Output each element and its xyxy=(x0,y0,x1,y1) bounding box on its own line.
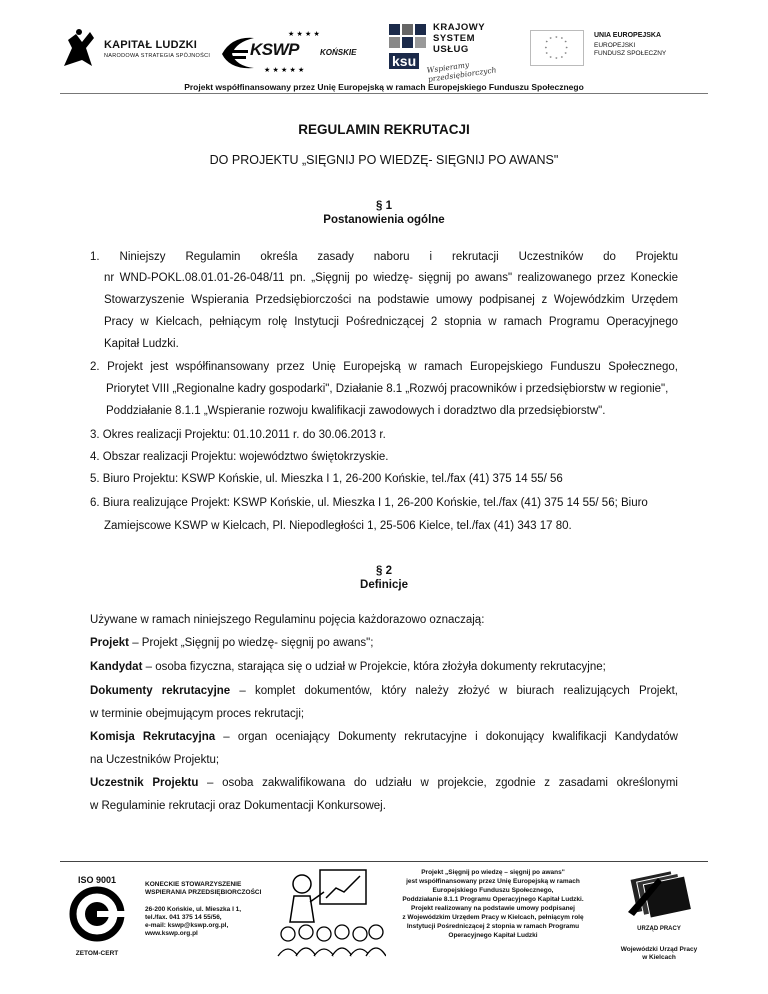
info-line: Instytucji Pośredniczącej 2 stopnia w ramach Programu xyxy=(406,923,580,930)
definition-continuation: w terminie obejmującym proces rekrutacji; xyxy=(90,708,305,720)
definition-dokumenty xyxy=(90,685,678,697)
definition-uczestnik xyxy=(90,777,678,789)
s1-line: 6. Biura realizujące Projekt: KSWP Końskie, ul. Mieszka I 1, 26-200 Końskie, tel./fax (41) 375 14 55/ 56; Biuro xyxy=(90,497,648,509)
urzad-pracy-logo xyxy=(618,866,700,966)
s1-line: 1. Niniejszy Regulamin określa zasady naboru i rekrutacji Uczestników do Projektu xyxy=(90,251,678,263)
section-2-number: § 2 xyxy=(376,565,392,577)
ksu-line3: USŁUG xyxy=(433,44,469,55)
eu-flag-icon xyxy=(530,30,584,66)
kapital-ludzki-emblem-icon xyxy=(60,26,98,72)
definition-kandydat xyxy=(90,661,606,673)
s1-line: Priorytet VIII „Regionalne kadry gospodarki", Działanie 8.1 „Rozwój pracowników i przedsiębiorstw w regionie", xyxy=(106,383,669,395)
info-line: jest współfinansowany przez Unię Europejską w ramach xyxy=(406,878,580,885)
info-line: Projekt „Sięgnij po wiedzę – sięgnij po awans" xyxy=(421,869,565,876)
zetom-cert-emblem-icon xyxy=(68,885,126,943)
iso-label: ISO 9001 xyxy=(77,875,117,885)
svg-text:*: * xyxy=(549,37,552,43)
kapital-ludzki-logo xyxy=(60,26,210,72)
info-line: Projekt realizowany na podstawie umowy podpisanej xyxy=(411,905,575,912)
urzad-pracy-name xyxy=(618,946,700,962)
urzad-pracy-label: URZĄD PRACY xyxy=(637,926,681,932)
cert-label: ZETOM-CERT xyxy=(75,950,119,957)
address-line: tel./fax. 041 375 14 55/56, xyxy=(145,914,222,921)
section-1-number: § 1 xyxy=(376,200,392,212)
definition-text: – organ oceniający Dokumenty rekrutacyjne i dokonujący kwalifikacji Kandydatów xyxy=(215,731,678,743)
ksu-script: Wspieramy przedsiębiorczych xyxy=(426,60,497,84)
ksu-grid-icon xyxy=(389,24,429,54)
info-line: Europejskiego Funduszu Społecznego, xyxy=(432,887,554,894)
training-cartoon-icon xyxy=(276,866,386,958)
footer-organization xyxy=(145,881,261,897)
footer-address xyxy=(145,906,241,938)
svg-text:*: * xyxy=(545,41,549,47)
s1-line: Pracy w Kielcach, pełniącym rolę Instytucji Pośredniczącej 2 stopnia w ramach Programu Operacyjnego xyxy=(104,316,678,328)
header-divider xyxy=(60,93,708,94)
page-title: REGULAMIN REKRUTACJI xyxy=(298,122,470,137)
definition-text: – osoba zakwalifikowana do udziału w projekcie, zgodnie z zasadami określonymi xyxy=(198,777,678,789)
definition-continuation: na Uczestników Projektu; xyxy=(90,754,220,766)
svg-text:★ ★ ★ ★: ★ ★ ★ ★ xyxy=(288,30,320,38)
svg-text:*: * xyxy=(564,52,567,58)
s1-line: Poddziałanie 8.1.1 „Wspieranie rozwoju kwalifikacji zawodowych i doradztwo dla przedsiębiorstw". xyxy=(106,405,606,417)
org-line: KONECKIE STOWARZYSZENIE xyxy=(145,881,242,888)
kapital-ludzki-name: KAPITAŁ LUDZKI xyxy=(104,39,198,51)
eu-line1: UNIA EUROPEJSKA xyxy=(594,32,662,39)
ksu-line2: SYSTEM xyxy=(433,33,476,44)
s1-line: 2. Projekt jest współfinansowany przez Unię Europejską w ramach Europejskiego Funduszu Społecznego, xyxy=(90,361,678,373)
definition-projekt xyxy=(90,637,373,649)
up-line: w Kielcach xyxy=(642,954,676,961)
svg-text:*: * xyxy=(549,56,552,62)
ksu-line1: KRAJOWY xyxy=(433,22,486,33)
svg-text:*: * xyxy=(564,41,567,47)
footer-divider xyxy=(60,861,708,862)
definition-continuation: w Regulaminie rekrutacji oraz Dokumentacji Konkursowej. xyxy=(90,800,386,812)
s1-line: 4. Obszar realizacji Projektu: województwo świętokrzyskie. xyxy=(90,451,389,463)
definition-term: Dokumenty rekrutacyjne xyxy=(90,685,231,697)
ksu-logo xyxy=(387,22,512,84)
definition-term: Komisja Rekrutacyjna xyxy=(90,731,216,743)
s1-line: 3. Okres realizacji Projektu: 01.10.2011 r. do 30.06.2013 r. xyxy=(90,429,386,441)
svg-text:*: * xyxy=(555,36,558,42)
kswp-town: KOŃSKIE xyxy=(320,48,357,57)
eu-logo xyxy=(528,30,700,70)
info-line: Operacyjnego Kapitał Ludzki xyxy=(448,932,538,939)
svg-text:*: * xyxy=(565,46,568,52)
address-line: e-mail: kswp@kswp.org.pl, xyxy=(145,922,229,929)
definition-term: Uczestnik Projektu xyxy=(90,777,199,789)
definition-komisja xyxy=(90,731,678,743)
definition-text: – osoba fizyczna, starająca się o udział w Projekcie, która złożyła dokumenty rekrutacyjne; xyxy=(142,661,606,673)
svg-text:*: * xyxy=(560,56,564,62)
iso-logo xyxy=(68,875,126,967)
s1-line: Kapitał Ludzki. xyxy=(104,338,179,350)
cofunded-note: Projekt współfinansowany przez Unię Europejską w ramach Europejskiego Funduszu Społecznego xyxy=(184,82,584,92)
eu-line3: FUNDUSZ SPOŁECZNY xyxy=(594,50,667,57)
address-line: 26-200 Końskie, ul. Mieszka I 1, xyxy=(145,906,242,913)
info-line: z Wojewódzkim Urzędem Pracy w Kielcach, pełniącym rolę xyxy=(402,914,584,921)
urzad-pracy-cards-icon xyxy=(618,866,700,926)
footer-project-info xyxy=(386,868,600,940)
s2-intro: Używane w ramach niniejszego Regulaminu pojęcia każdorazowo oznaczają: xyxy=(90,614,485,626)
svg-text:*: * xyxy=(560,37,564,43)
header-logos xyxy=(60,20,700,82)
svg-text:*: * xyxy=(545,52,549,58)
definition-text: – Projekt „Sięgnij po wiedzę- sięgnij po awans"; xyxy=(129,637,374,649)
kapital-ludzki-tagline: NARODOWA STRATEGIA SPÓJNOŚCI xyxy=(104,53,211,59)
definition-text: – komplet dokumentów, który należy złożyć w biurach realizujących Projekt, xyxy=(230,685,678,697)
definition-term: Projekt xyxy=(90,637,129,649)
s1-line: Zamiejscowe KSWP w Kielcach, Pl. Niepodległości 1, 25-506 Kielce, tel./fax (41) 343 17 80. xyxy=(104,520,572,532)
section-2-title: Definicje xyxy=(360,579,408,591)
svg-text:*: * xyxy=(555,57,558,63)
kswp-name: KSWP xyxy=(250,40,299,59)
org-line: WSPIERANIA PRZEDSIĘBIORCZOŚCI xyxy=(145,889,262,896)
section-1-title: Postanowienia ogólne xyxy=(323,214,445,226)
s1-line: nr WND-POKL.08.01.01-26-048/11 pn. „Sięgnij po wiedzę- sięgnij po awans" realizowanego przez Koneckie xyxy=(104,272,678,284)
info-line: Poddziałanie 8.1.1 Programu Operacyjnego Kapitał Ludzki. xyxy=(402,896,584,903)
s1-line: 5. Biuro Projektu: KSWP Końskie, ul. Mieszka I 1, 26-200 Końskie, tel./fax (41) 375 14 55/ 56 xyxy=(90,473,563,485)
s1-line: Stowarzyszenie Wspierania Przedsiębiorczości na podstawie umowy podpisanej z Wojewódzkim Urzędem xyxy=(104,294,678,306)
eu-line2: EUROPEJSKI xyxy=(594,42,636,49)
svg-text:★ ★ ★ ★ ★: ★ ★ ★ ★ ★ xyxy=(264,66,305,74)
kswp-logo xyxy=(218,28,368,74)
svg-text:*: * xyxy=(544,46,548,52)
page-subtitle: DO PROJEKTU „SIĘGNIJ PO WIEDZĘ- SIĘGNIJ PO AWANS" xyxy=(209,153,559,167)
up-line: Wojewódzki Urząd Pracy xyxy=(620,946,698,953)
address-line: www.kswp.org.pl xyxy=(145,930,198,937)
ksu-abbr: ksu xyxy=(389,53,419,69)
definition-term: Kandydat xyxy=(90,661,143,673)
